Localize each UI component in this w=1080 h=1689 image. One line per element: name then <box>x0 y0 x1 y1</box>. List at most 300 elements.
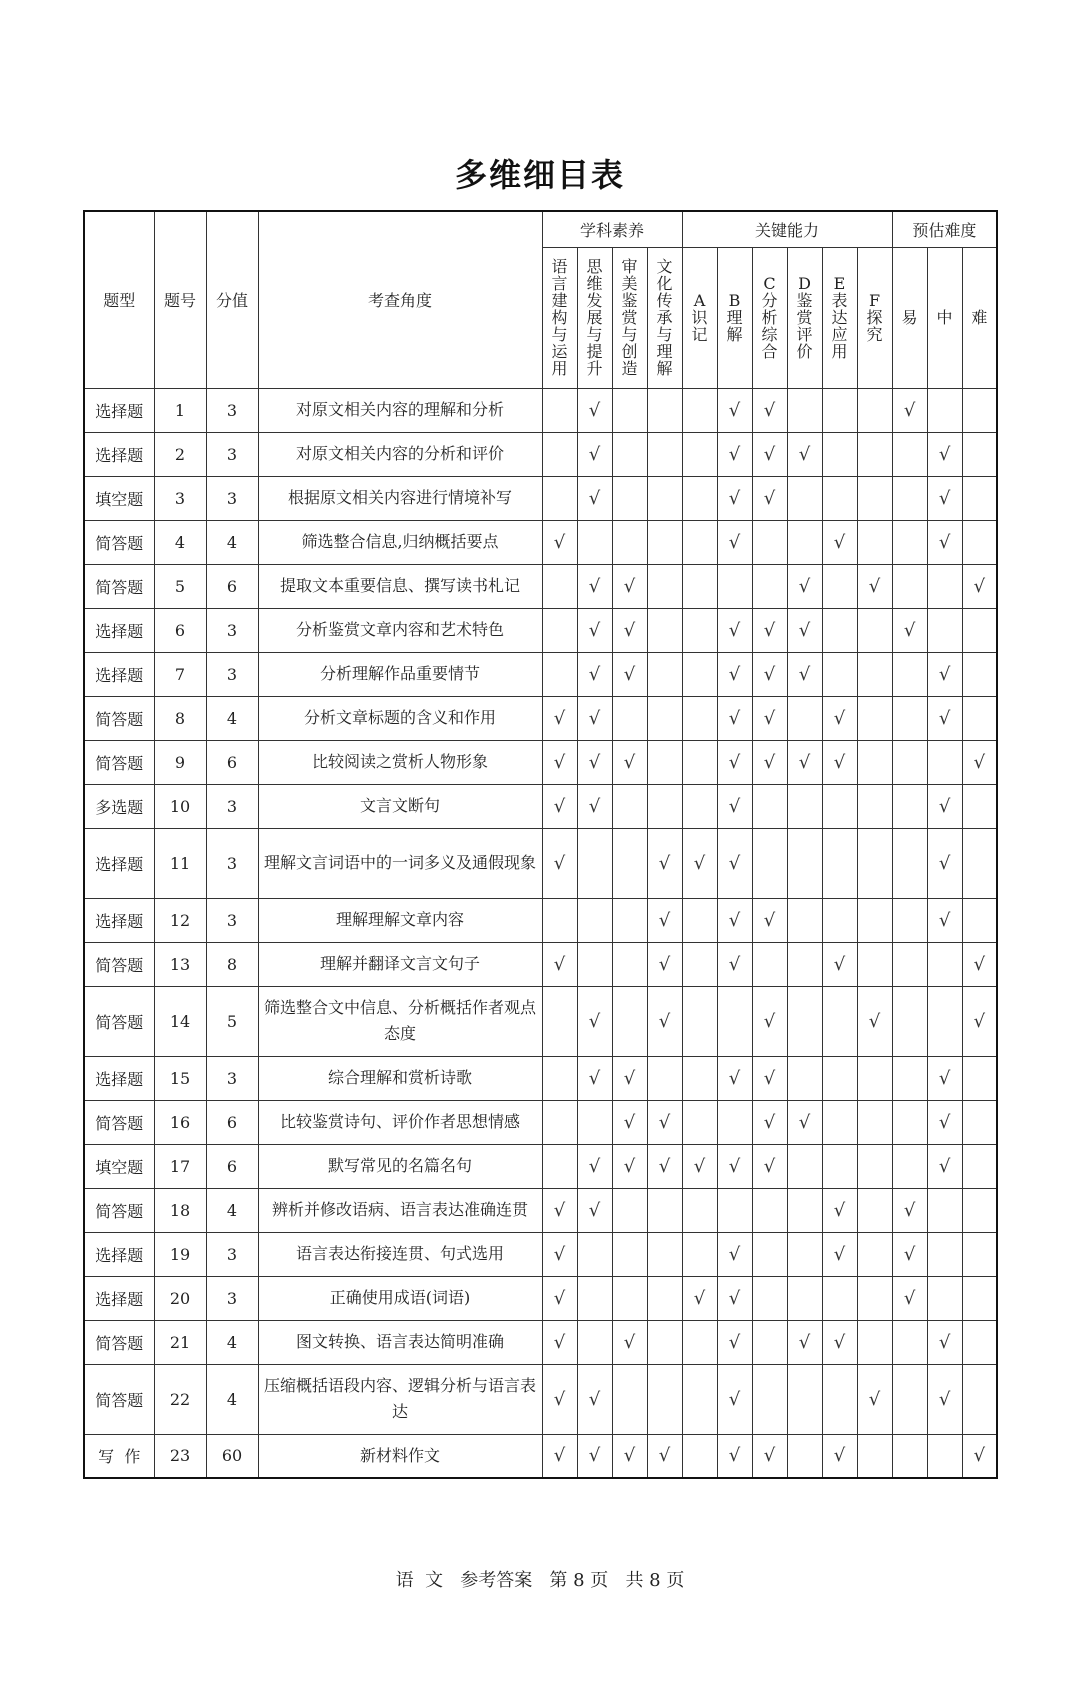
cell-mark <box>647 898 682 942</box>
cell-mark <box>962 1320 997 1364</box>
check-icon: √ <box>588 619 601 641</box>
check-icon: √ <box>728 1155 741 1177</box>
subheader-4 <box>682 247 717 388</box>
check-icon: √ <box>763 1010 776 1032</box>
check-icon: √ <box>938 1388 951 1410</box>
cell-mark <box>612 1434 647 1478</box>
header-group-ability: 关键能力 <box>682 211 892 247</box>
cell-mark <box>962 1188 997 1232</box>
cell-mark <box>822 1100 857 1144</box>
cell-angle: 对原文相关内容的理解和分析 <box>258 388 542 432</box>
table-row <box>84 1056 997 1100</box>
check-icon: √ <box>658 909 671 931</box>
cell-mark <box>717 1364 752 1434</box>
table-row <box>84 1364 997 1434</box>
cell-mark <box>717 1434 752 1478</box>
cell-mark <box>857 1434 892 1478</box>
cell-mark <box>612 942 647 986</box>
cell-mark <box>857 520 892 564</box>
cell-mark <box>752 520 787 564</box>
cell-mark <box>752 608 787 652</box>
cell-mark <box>752 828 787 898</box>
cell-score: 5 <box>206 986 258 1056</box>
check-icon: √ <box>833 1199 846 1221</box>
cell-score: 4 <box>206 1320 258 1364</box>
cell-mark <box>612 520 647 564</box>
cell-mark <box>752 1188 787 1232</box>
cell-score: 3 <box>206 1276 258 1320</box>
check-icon: √ <box>833 1331 846 1353</box>
cell-number: 10 <box>154 784 206 828</box>
cell-mark <box>752 1056 787 1100</box>
cell-mark <box>787 564 822 608</box>
cell-mark <box>752 1276 787 1320</box>
cell-mark <box>717 1320 752 1364</box>
cell-mark <box>787 740 822 784</box>
cell-type: 选择题 <box>84 1276 154 1320</box>
cell-mark <box>612 1232 647 1276</box>
cell-mark <box>927 828 962 898</box>
check-icon: √ <box>798 443 811 465</box>
cell-mark <box>822 608 857 652</box>
cell-mark <box>927 564 962 608</box>
cell-mark <box>647 986 682 1056</box>
cell-mark <box>822 432 857 476</box>
cell-score: 3 <box>206 652 258 696</box>
table-row <box>84 1100 997 1144</box>
check-icon: √ <box>728 909 741 931</box>
cell-mark <box>577 1144 612 1188</box>
cell-mark <box>892 1056 927 1100</box>
cell-score: 4 <box>206 520 258 564</box>
header-score: 分值 <box>206 211 258 388</box>
cell-mark <box>717 1276 752 1320</box>
cell-mark <box>577 520 612 564</box>
cell-mark <box>892 1364 927 1434</box>
subheader-label: D鉴赏评价 <box>796 273 813 361</box>
check-icon: √ <box>623 663 636 685</box>
check-icon: √ <box>938 795 951 817</box>
cell-mark <box>717 1144 752 1188</box>
cell-mark <box>577 1056 612 1100</box>
cell-score: 3 <box>206 432 258 476</box>
check-icon: √ <box>903 399 916 421</box>
cell-mark <box>892 898 927 942</box>
cell-mark <box>577 1434 612 1478</box>
cell-angle: 语言表达衔接连贯、句式选用 <box>258 1232 542 1276</box>
cell-mark <box>612 898 647 942</box>
page-title: 多维细目表 <box>454 156 625 194</box>
check-icon: √ <box>658 1155 671 1177</box>
cell-score: 6 <box>206 1100 258 1144</box>
cell-angle: 理解理解文章内容 <box>258 898 542 942</box>
cell-mark <box>787 388 822 432</box>
cell-mark <box>612 1144 647 1188</box>
cell-mark <box>962 898 997 942</box>
cell-mark <box>577 740 612 784</box>
cell-mark <box>857 1364 892 1434</box>
subheader-label: 语言建构与运用 <box>551 256 568 378</box>
check-icon: √ <box>728 1388 741 1410</box>
cell-score: 8 <box>206 942 258 986</box>
header-type: 题型 <box>84 211 154 388</box>
cell-angle: 图文转换、语言表达简明准确 <box>258 1320 542 1364</box>
cell-mark <box>892 784 927 828</box>
cell-mark <box>577 476 612 520</box>
check-icon: √ <box>588 1199 601 1221</box>
check-icon: √ <box>728 953 741 975</box>
cell-mark <box>787 432 822 476</box>
cell-mark <box>647 476 682 520</box>
check-icon: √ <box>903 1199 916 1221</box>
cell-mark <box>682 652 717 696</box>
check-icon: √ <box>553 1388 566 1410</box>
cell-mark <box>927 652 962 696</box>
check-icon: √ <box>938 487 951 509</box>
check-icon: √ <box>833 1243 846 1265</box>
cell-mark <box>647 1434 682 1478</box>
check-icon: √ <box>623 1331 636 1353</box>
cell-type: 简答题 <box>84 696 154 740</box>
cell-mark <box>577 1320 612 1364</box>
cell-mark <box>682 986 717 1056</box>
cell-mark <box>682 1232 717 1276</box>
cell-mark <box>892 696 927 740</box>
cell-mark <box>717 740 752 784</box>
cell-mark <box>577 388 612 432</box>
cell-mark <box>962 476 997 520</box>
subheader-1 <box>577 247 612 388</box>
cell-number: 15 <box>154 1056 206 1100</box>
cell-mark <box>717 388 752 432</box>
table-row <box>84 1276 997 1320</box>
check-icon: √ <box>938 1331 951 1353</box>
cell-mark <box>962 432 997 476</box>
check-icon: √ <box>903 619 916 641</box>
cell-mark <box>682 1144 717 1188</box>
check-icon: √ <box>938 1155 951 1177</box>
cell-mark <box>927 784 962 828</box>
cell-mark <box>892 1188 927 1232</box>
check-icon: √ <box>833 707 846 729</box>
cell-number: 9 <box>154 740 206 784</box>
cell-type: 选择题 <box>84 432 154 476</box>
cell-mark <box>682 898 717 942</box>
check-icon: √ <box>728 1287 741 1309</box>
check-icon: √ <box>588 399 601 421</box>
cell-mark <box>612 1188 647 1232</box>
cell-mark <box>857 476 892 520</box>
table-row <box>84 1320 997 1364</box>
check-icon: √ <box>588 575 601 597</box>
cell-mark <box>542 1320 577 1364</box>
cell-mark <box>682 942 717 986</box>
cell-mark <box>927 476 962 520</box>
check-icon: √ <box>553 1243 566 1265</box>
cell-angle: 文言文断句 <box>258 784 542 828</box>
cell-number: 19 <box>154 1232 206 1276</box>
cell-mark <box>752 898 787 942</box>
cell-mark <box>612 784 647 828</box>
check-icon: √ <box>903 1243 916 1265</box>
cell-mark <box>962 652 997 696</box>
cell-mark <box>962 1434 997 1478</box>
cell-score: 3 <box>206 388 258 432</box>
check-icon: √ <box>938 909 951 931</box>
cell-mark <box>717 986 752 1056</box>
cell-mark <box>752 1434 787 1478</box>
cell-mark <box>962 986 997 1056</box>
cell-number: 23 <box>154 1434 206 1478</box>
cell-type: 填空题 <box>84 476 154 520</box>
check-icon: √ <box>938 531 951 553</box>
cell-mark <box>717 898 752 942</box>
cell-mark <box>542 784 577 828</box>
cell-mark <box>682 1434 717 1478</box>
check-icon: √ <box>833 953 846 975</box>
cell-score: 3 <box>206 828 258 898</box>
cell-mark <box>647 1276 682 1320</box>
cell-mark <box>542 828 577 898</box>
cell-type: 简答题 <box>84 740 154 784</box>
cell-angle: 正确使用成语(词语) <box>258 1276 542 1320</box>
cell-mark <box>787 476 822 520</box>
cell-number: 13 <box>154 942 206 986</box>
cell-number: 21 <box>154 1320 206 1364</box>
cell-mark <box>542 898 577 942</box>
cell-mark <box>892 520 927 564</box>
cell-mark <box>682 564 717 608</box>
check-icon: √ <box>938 707 951 729</box>
cell-angle: 压缩概括语段内容、逻辑分析与语言表达 <box>258 1364 542 1434</box>
check-icon: √ <box>658 953 671 975</box>
cell-mark <box>612 1276 647 1320</box>
cell-mark <box>717 828 752 898</box>
check-icon: √ <box>553 531 566 553</box>
check-icon: √ <box>658 1445 671 1467</box>
check-icon: √ <box>728 531 741 553</box>
cell-mark <box>682 828 717 898</box>
cell-mark <box>892 828 927 898</box>
cell-mark <box>752 1364 787 1434</box>
check-icon: √ <box>623 1445 636 1467</box>
check-icon: √ <box>798 1111 811 1133</box>
cell-mark <box>717 1056 752 1100</box>
cell-angle: 新材料作文 <box>258 1434 542 1478</box>
cell-mark <box>962 828 997 898</box>
cell-angle: 分析理解作品重要情节 <box>258 652 542 696</box>
cell-mark <box>717 1232 752 1276</box>
cell-mark <box>542 740 577 784</box>
subheader-5 <box>717 247 752 388</box>
cell-type: 简答题 <box>84 1364 154 1434</box>
cell-mark <box>612 608 647 652</box>
cell-mark <box>787 1188 822 1232</box>
check-icon: √ <box>588 1067 601 1089</box>
cell-mark <box>682 520 717 564</box>
subheader-label: 思维发展与提升 <box>586 256 603 378</box>
cell-mark <box>542 696 577 740</box>
check-icon: √ <box>553 1331 566 1353</box>
check-icon: √ <box>553 707 566 729</box>
cell-mark <box>577 942 612 986</box>
check-icon: √ <box>728 399 741 421</box>
header-number: 题号 <box>154 211 206 388</box>
cell-mark <box>647 1232 682 1276</box>
cell-mark <box>892 1320 927 1364</box>
cell-mark <box>612 476 647 520</box>
cell-mark <box>647 388 682 432</box>
check-icon: √ <box>588 663 601 685</box>
check-icon: √ <box>728 1067 741 1089</box>
check-icon: √ <box>763 1111 776 1133</box>
cell-mark <box>752 432 787 476</box>
cell-score: 3 <box>206 784 258 828</box>
cell-mark <box>892 1276 927 1320</box>
cell-mark <box>857 1144 892 1188</box>
cell-mark <box>857 564 892 608</box>
cell-mark <box>787 1232 822 1276</box>
cell-mark <box>647 784 682 828</box>
cell-mark <box>577 1364 612 1434</box>
cell-mark <box>892 608 927 652</box>
table-row <box>84 1434 997 1478</box>
cell-mark <box>647 740 682 784</box>
cell-mark <box>612 1364 647 1434</box>
check-icon: √ <box>623 1111 636 1133</box>
cell-mark <box>822 1320 857 1364</box>
check-icon: √ <box>798 575 811 597</box>
cell-angle: 理解并翻译文言文句子 <box>258 942 542 986</box>
cell-number: 17 <box>154 1144 206 1188</box>
check-icon: √ <box>588 1445 601 1467</box>
cell-score: 3 <box>206 1056 258 1100</box>
cell-mark <box>542 1232 577 1276</box>
check-icon: √ <box>728 852 741 874</box>
cell-mark <box>962 1100 997 1144</box>
cell-type: 选择题 <box>84 1056 154 1100</box>
cell-mark <box>822 1276 857 1320</box>
check-icon: √ <box>588 1155 601 1177</box>
cell-score: 6 <box>206 1144 258 1188</box>
check-icon: √ <box>658 852 671 874</box>
cell-mark <box>612 388 647 432</box>
cell-mark <box>647 432 682 476</box>
table-row <box>84 1232 997 1276</box>
cell-number: 22 <box>154 1364 206 1434</box>
cell-type: 简答题 <box>84 1100 154 1144</box>
cell-mark <box>577 1232 612 1276</box>
check-icon: √ <box>658 1010 671 1032</box>
cell-mark <box>682 388 717 432</box>
cell-angle: 比较鉴赏诗句、评价作者思想情感 <box>258 1100 542 1144</box>
table-row <box>84 652 997 696</box>
cell-number: 18 <box>154 1188 206 1232</box>
check-icon: √ <box>868 1388 881 1410</box>
cell-mark <box>647 1144 682 1188</box>
cell-mark <box>822 1188 857 1232</box>
cell-score: 4 <box>206 1188 258 1232</box>
cell-mark <box>682 608 717 652</box>
cell-mark <box>752 1232 787 1276</box>
check-icon: √ <box>658 1111 671 1133</box>
cell-mark <box>612 828 647 898</box>
check-icon: √ <box>868 1010 881 1032</box>
cell-mark <box>857 740 892 784</box>
check-icon: √ <box>693 1155 706 1177</box>
check-icon: √ <box>763 1155 776 1177</box>
check-icon: √ <box>588 443 601 465</box>
cell-number: 14 <box>154 986 206 1056</box>
cell-mark <box>857 1100 892 1144</box>
check-icon: √ <box>938 1111 951 1133</box>
check-icon: √ <box>763 443 776 465</box>
cell-angle: 辨析并修改语病、语言表达准确连贯 <box>258 1188 542 1232</box>
cell-mark <box>647 1320 682 1364</box>
cell-mark <box>892 1100 927 1144</box>
cell-mark <box>752 1100 787 1144</box>
check-icon: √ <box>938 1067 951 1089</box>
table-row <box>84 476 997 520</box>
check-icon: √ <box>763 751 776 773</box>
cell-mark <box>542 1144 577 1188</box>
cell-mark <box>892 652 927 696</box>
cell-mark <box>682 1056 717 1100</box>
check-icon: √ <box>728 707 741 729</box>
subheader-label: C分析综合 <box>761 273 778 361</box>
cell-mark <box>822 652 857 696</box>
cell-mark <box>752 476 787 520</box>
table-row <box>84 608 997 652</box>
cell-mark <box>927 1320 962 1364</box>
cell-score: 3 <box>206 1232 258 1276</box>
cell-mark <box>752 942 787 986</box>
cell-mark <box>647 828 682 898</box>
cell-number: 20 <box>154 1276 206 1320</box>
cell-mark <box>927 1188 962 1232</box>
cell-mark <box>927 1144 962 1188</box>
cell-mark <box>577 898 612 942</box>
cell-mark <box>892 1144 927 1188</box>
cell-angle: 分析鉴赏文章内容和艺术特色 <box>258 608 542 652</box>
cell-mark <box>962 942 997 986</box>
cell-type: 选择题 <box>84 608 154 652</box>
cell-mark <box>927 1056 962 1100</box>
table-row <box>84 986 997 1056</box>
check-icon: √ <box>798 751 811 773</box>
check-icon: √ <box>973 1010 986 1032</box>
cell-mark <box>612 986 647 1056</box>
cell-mark <box>787 898 822 942</box>
cell-mark <box>542 564 577 608</box>
check-icon: √ <box>833 531 846 553</box>
cell-mark <box>962 740 997 784</box>
cell-mark <box>717 652 752 696</box>
check-icon: √ <box>973 1445 986 1467</box>
cell-mark <box>542 432 577 476</box>
check-icon: √ <box>763 399 776 421</box>
cell-mark <box>577 1188 612 1232</box>
cell-mark <box>717 520 752 564</box>
cell-mark <box>577 1100 612 1144</box>
cell-mark <box>752 1320 787 1364</box>
cell-mark <box>822 1364 857 1434</box>
cell-mark <box>682 740 717 784</box>
cell-mark <box>822 898 857 942</box>
cell-mark <box>542 520 577 564</box>
cell-mark <box>787 1276 822 1320</box>
cell-mark <box>542 608 577 652</box>
